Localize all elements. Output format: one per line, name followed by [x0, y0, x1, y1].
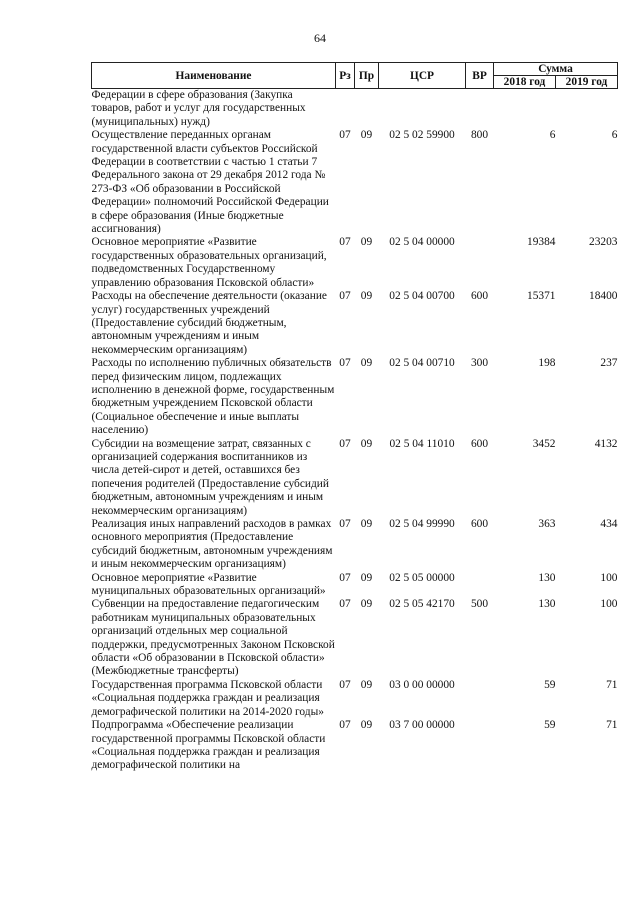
row-pr: 09 [360, 678, 373, 691]
row-vr: 800 [470, 129, 489, 142]
row-name: Расходы по исполнению публичных обязательств перед физическим лицом, подлежащих исполнению в денежной форме, государственным бюджетным учреждением Псковской области (Социальное обеспечение и иные выплаты населению) [91, 357, 335, 437]
row-name: Основное мероприятие «Развитие муниципальных образовательных организаций» [91, 571, 326, 598]
row-name: Основное мероприятие «Развитие государственных образовательных организаций, подведомственных Государственному управлению образования Псковской области» [91, 236, 327, 289]
row-sum-2019 [556, 89, 618, 130]
row-rz: 07 [339, 129, 351, 142]
table-row [92, 438, 618, 518]
row-csr: 02 5 05 42170 [389, 598, 455, 611]
row-sum-2019: 18400 [589, 290, 618, 303]
header-rz: Рз [336, 63, 355, 89]
row-sum-2018: 59 [544, 678, 556, 691]
row-csr: 02 5 04 11010 [389, 437, 455, 450]
row-rz: 07 [339, 357, 351, 370]
row-name: Субсидии на возмещение затрат, связанных с организацией содержания воспитанников из числа детей-сирот и детей, оставшихся без попечения родителей (Предоставление субсидий бюджетным, автономным учреждениям и иным некоммерческим организациям) [91, 437, 329, 517]
row-rz: 07 [339, 678, 351, 691]
row-sum-2018: 19384 [527, 236, 556, 249]
row-pr: 09 [360, 290, 373, 303]
row-sum-2018: 59 [544, 719, 556, 732]
row-csr: 02 5 04 99990 [389, 518, 455, 530]
table-row [92, 236, 618, 290]
row-name: Подпрограмма «Обеспечение реализации государственной программы Псковской области «Социальная поддержка граждан и реализация демографической политики на [91, 719, 326, 772]
table-row [92, 679, 618, 719]
header-csr: ЦСР [379, 63, 466, 89]
table-row [92, 290, 618, 357]
budget-table [91, 62, 618, 773]
row-vr [466, 236, 494, 290]
row-vr: 300 [470, 357, 489, 370]
row-vr: 500 [470, 598, 489, 611]
table-row [92, 572, 618, 599]
row-pr: 09 [360, 236, 373, 249]
row-name: Осуществление переданных органам государственной власти субъектов Российской Федерации в соответствии с частью 1 статьи 7 Федерального закона от 29 декабря 2012 года № 273-ФЗ «Об образовании в Российской Федерации» полномочий Российской Федерации в сфере образования (Иные бюджетные ассигнования) [91, 129, 329, 236]
row-pr: 09 [360, 129, 373, 142]
row-pr: 09 [360, 437, 373, 450]
row-name: Реализация иных направлений расходов в рамках основного мероприятия (Предоставление субсидий бюджетным, автономным учреждениям и иным некоммерческим организациям) [91, 518, 333, 571]
row-vr: 600 [470, 518, 489, 530]
row-sum-2019: 71 [606, 719, 618, 732]
row-sum-2018: 198 [538, 357, 556, 370]
table-row [92, 89, 618, 130]
page-number: 64 [314, 31, 326, 45]
row-pr: 09 [360, 571, 373, 584]
row-sum-2018: 130 [538, 598, 556, 611]
row-pr: 09 [360, 357, 373, 370]
row-name: Государственная программа Псковской области «Социальная поддержка граждан и реализация демографической политики на 2014-2020 годы» [91, 678, 324, 718]
row-pr: 09 [360, 598, 373, 611]
row-sum-2019: 100 [600, 598, 618, 611]
row-sum-2019: 6 [611, 129, 618, 142]
table-row [92, 129, 618, 236]
row-vr [466, 719, 494, 773]
table-body [92, 89, 618, 773]
row-sum-2018: 363 [538, 518, 556, 530]
row-name: Федерации в сфере образования (Закупка товаров, работ и услуг для государственных (муниципальных) нужд) [91, 89, 306, 128]
row-vr [466, 679, 494, 719]
row-csr: 02 5 02 59900 [389, 129, 455, 142]
row-vr: 600 [470, 290, 489, 303]
row-sum-2018: 15371 [527, 290, 556, 303]
table-row [92, 518, 618, 572]
row-sum-2019: 23203 [589, 236, 618, 249]
row-name: Расходы на обеспечение деятельности (оказание услуг) государственных учреждений (Предоставление субсидий бюджетным, автономным учреждениям и иным некоммерческим организациям) [91, 290, 327, 356]
row-sum-2018: 130 [538, 571, 556, 584]
row-vr [466, 89, 494, 130]
row-sum-2019: 100 [600, 571, 618, 584]
row-vr: 600 [470, 437, 489, 450]
table-header [92, 63, 618, 89]
header-vr: ВР [466, 63, 494, 89]
table-row [92, 598, 618, 678]
row-csr: 02 5 04 00700 [389, 290, 455, 303]
header-2018: 2018 год [494, 76, 556, 89]
header-pr: Пр [355, 63, 379, 89]
row-rz: 07 [339, 518, 351, 530]
row-sum-2018: 6 [549, 129, 556, 142]
row-sum-2019: 4132 [594, 437, 618, 450]
table-row [92, 719, 618, 773]
row-rz: 07 [339, 290, 351, 303]
row-sum-2018: 3452 [532, 437, 556, 450]
row-csr [379, 89, 466, 130]
row-rz [336, 89, 355, 130]
row-csr: 03 7 00 00000 [389, 719, 455, 732]
row-rz: 07 [339, 437, 351, 450]
header-2019: 2019 год [556, 76, 618, 89]
row-name: Субвенции на предоставление педагогическим работникам муниципальных образовательных организаций отдельных мер социальной поддержки, предусмотренных Законом Псковской области «Об образовании в Псковской области» (Межбюджетные трансферты) [91, 598, 335, 678]
table-row [92, 357, 618, 437]
row-sum-2019: 237 [600, 357, 618, 370]
row-sum-2019: 71 [606, 678, 618, 691]
row-sum-2019: 434 [600, 518, 618, 530]
row-csr: 02 5 05 00000 [389, 571, 455, 584]
row-rz: 07 [339, 571, 351, 584]
row-csr: 02 5 04 00000 [389, 236, 455, 249]
header-sum: Сумма [494, 63, 618, 76]
row-rz: 07 [339, 598, 351, 611]
row-csr: 03 0 00 00000 [389, 678, 455, 691]
row-rz: 07 [339, 236, 351, 249]
header-name: Наименование [92, 63, 336, 89]
row-sum-2018 [494, 89, 556, 130]
row-pr: 09 [360, 518, 373, 530]
row-pr: 09 [360, 719, 373, 732]
row-pr [355, 89, 379, 130]
row-csr: 02 5 04 00710 [389, 357, 455, 370]
row-rz: 07 [339, 719, 351, 732]
row-vr [466, 572, 494, 599]
